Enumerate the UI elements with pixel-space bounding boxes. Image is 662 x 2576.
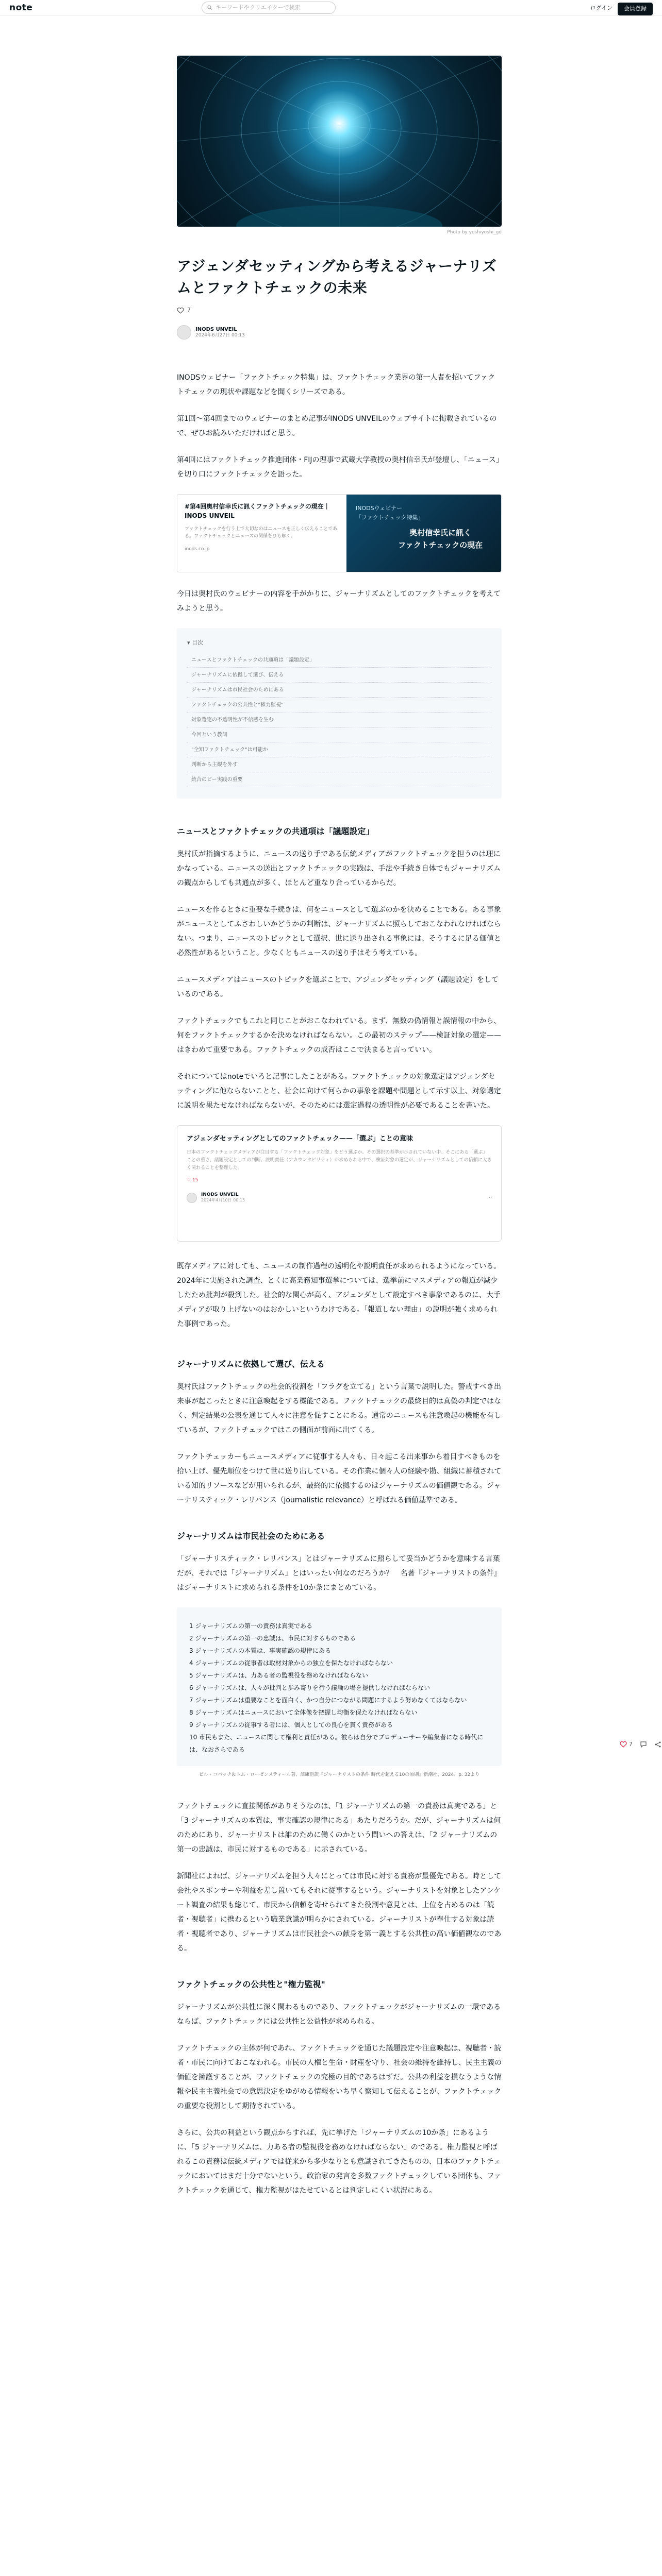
embed-thumbnail	[346, 495, 501, 572]
paragraph: ファクトチェックの主体が何であれ、ファクトチェックを通じた議題設定や注意喚起は、視聴者・読者・市民に向けておこなわれる。市民の人権と生命・財産を守り、社会の維持を維持し、民主主義の価値を擁護することが、ファクトチェックの究極の目的であるはずだ。公共の利益を損なうような情報や民主主義社会での意思決定をゆがめる情報をいち早く察知して伝えることが、ファクトチェックの重要な役割として期待されている。	[177, 2044, 502, 2111]
section-heading: ジャーナリズムに依拠して選び、伝える	[177, 1359, 325, 1369]
list-item: 3 ジャーナリズムの本質は、事実確認の規律にある	[189, 1647, 331, 1654]
list-item: 1 ジャーナリズムの第一の責務は真実である	[189, 1622, 312, 1630]
section-heading: ジャーナリズムは市民社会のためにある	[177, 1531, 325, 1541]
embed-description: ファクトチェックを行う上で大切なのはニュースを正しく伝えることである。ファクトチェックとニュースの関係をひも解く。	[185, 526, 338, 539]
side-like-count: 7	[629, 1741, 633, 1748]
embed-thumb-title: 奥村信幸氏に訊く ファクトチェックの現在	[398, 528, 483, 550]
list-item: 10 市民もまた、ニュースに関して権利と責任がある。彼らは自分でプロデューサーや編集者になる時代には、なおさらである	[189, 1733, 484, 1753]
hero-credit: Photo by yoshiyoshi_gd	[447, 230, 502, 235]
avatar	[187, 1193, 197, 1203]
note-card-description: 日本のファクトチェックメディアが注目する「ファクトチェック対象」をどう選ぶか。その選択の基準が示されていない中、そこにある「選ぶ」ことの重さ、議題設定としての判断、説明責任（アカウンタビリティ）が求められる中で、検証対象の選定が、ジャーナリズムとしての信頼に大きく関わることを整理した。	[187, 1149, 492, 1171]
like-count-value: 7	[187, 307, 191, 314]
toc-item[interactable]: 対象選定の不透明性が不信感を生む	[187, 713, 491, 727]
section-heading: ファクトチェックの公共性と"権力監視"	[177, 1979, 325, 1990]
list-item: 7 ジャーナリズムは重要なことを面白く、かつ自分につながる問題にするよう努めなくてはならない	[189, 1696, 467, 1704]
toc-item[interactable]: 判断から主観を外す	[187, 757, 491, 772]
paragraph: 今日は奥村氏のウェビナーの内容を手がかりに、ジャーナリズムとしてのファクトチェックを考えてみようと思う。	[177, 589, 501, 613]
embed-thumb-caption: INODSウェビナー 「ファクトチェック特集」	[356, 504, 424, 521]
search-placeholder: キーワードやクリエイターで検索	[216, 4, 301, 11]
list-item: 9 ジャーナリズムの従事する者には、個人としての良心を貫く責務がある	[189, 1721, 393, 1728]
note-card-author	[187, 1192, 492, 1204]
more-icon[interactable]: …	[487, 1194, 492, 1199]
article-main	[177, 56, 502, 2210]
toc-item[interactable]: 今回という教訓	[187, 727, 491, 742]
hero-tunnel-graphic	[177, 56, 502, 227]
toc-toggle[interactable]: ▾ 目次	[187, 639, 204, 646]
embed-title: #第4回奥村信幸氏に訊くファクトチェックの現在｜INODS UNVEIL	[185, 502, 330, 519]
list-item: 5 ジャーナリズムは、力ある者の監視役を務めなければならない	[189, 1671, 368, 1679]
table-of-contents	[177, 628, 502, 799]
toc-item[interactable]: ファクトチェックの公共性と"権力監視"	[187, 698, 491, 713]
author-name[interactable]: INODS UNVEIL	[195, 326, 237, 332]
paragraph: 新聞社によれば、ジャーナリズムを担う人々にとっては市民に対する責務が最優先である。時として会社やスポンサーや利益を差し置いてもそれに従事するという。ジャーナリストを対象としたアンケート調査の結果も総じて、市民から信頼を寄せられてきた役割や意見とは、上位を占めるのは「読者・視聴者」に携わるという職業意識が明らかにされている。ジャーナリストが奉仕する対象は読者・視聴者であり、ジャーナリズムは市民社会への献身を第一義とする公共性の高い価値観なのである。	[177, 1872, 502, 1953]
author-block[interactable]	[177, 325, 502, 340]
note-logo[interactable]: note	[9, 2, 33, 13]
note-card-likes: ♡ 15	[187, 1177, 198, 1183]
embed-host: inods.co.jp	[185, 546, 210, 552]
link-embed-card[interactable]	[177, 494, 502, 572]
note-card-date: 2024年4月10日 00:15	[201, 1198, 245, 1203]
paragraph: 奥村氏はファクトチェックの社会的役割を「フラグを立てる」という言葉で説明した。警戒すべき出来事が起こったときに注意喚起をする機能である。ファクトチェックの最終目的は真偽の判定ではなく、判定結果の公表を通じて人々に注意を促すことにある。通常のニュースも注意喚起の機能を有しているが、ファクトチェックではこの側面が前面に出てくる。	[177, 1382, 502, 1434]
article-body	[177, 370, 502, 2198]
heart-icon	[177, 308, 184, 314]
list-item: 8 ジャーナリズムはニュースにおいて全体像を把握し均衡を保たなければならない	[189, 1708, 418, 1716]
paragraph: ファクトチェッカーもニュースメディアに従事する人々も、日々起こる出来事から着目すべきものを拾い上げ、優先順位をつけて世に送り出している。その作業に個々人の経験や勘、組織に蓄積されている知的リソースなどが用いられるが、最終的に依拠するのはジャーナリズムの価値観である。ジャーナリスティック・レリバンス（journalistic relevance）と呼ばれる価値基準である。	[177, 1452, 502, 1504]
signup-button[interactable]: 会員登録	[618, 3, 653, 15]
list-item: 4 ジャーナリズムの従事者は取材対象からの独立を保たなければならない	[189, 1659, 393, 1667]
comment-icon[interactable]	[640, 1741, 647, 1748]
paragraph: ジャーナリズムが公共性に深く関わるものであり、ファクトチェックがジャーナリズムの一環であるならば、ファクトチェックには公共性と公益性が求められる。	[177, 2003, 501, 2026]
paragraph: ファクトチェックでもこれと同じことがおこなわれている。まず、無数の偽情報と誤情報の中から、何をファクトチェックするかを決めなければならない。この最初のステップ——検証対象の選定——はきわめて重要である。ファクトチェックの成否はここで決まると言っていい。	[177, 1016, 502, 1054]
paragraph: 奥村氏が指摘するように、ニュースの送り手である伝統メディアがファクトチェックを担うのは理にかなっている。ニュースの送出とファクトチェックの実践は、手法や手続き自体でもジャーナリズムの観点からしても共通点が多く、ほとんど重なり合っているからだ。	[177, 850, 501, 887]
list-caption: ビル・コバッチ＆トム・ローゼンスティール著、澤康臣訳『ジャーナリストの条件 時代を超える10の原則』新潮社、2024、p. 32より	[198, 1772, 480, 1777]
note-embed-card[interactable]	[177, 1125, 502, 1242]
floating-action-bar	[620, 1739, 661, 1750]
hero-image	[177, 56, 502, 227]
search-icon	[207, 5, 212, 10]
toc-item[interactable]: "全知ファクトチェック"は可能か	[187, 742, 491, 757]
note-card-author-name: INODS UNVEIL	[201, 1192, 239, 1197]
login-link[interactable]: ログイン	[590, 5, 613, 11]
note-card-title: アジェンダセッティングとしてのファクトチェック——「選ぶ」ことの意味	[187, 1134, 413, 1143]
section-heading: ニュースとファクトチェックの共通項は「議題設定」	[177, 826, 374, 836]
paragraph: それについてはnoteでいろと記事にしたことがある。ファクトチェックの対象選定はアジェンダセッティングに他ならないことと、社会に向けて何らかの事象を課題や問題として示す以上、対象選定に説明を果たせなければならないが、そのためには選定過程の透明性が必要であることを書いた。	[177, 1072, 501, 1110]
publish-date: 2024年6月27日 00:13	[195, 332, 245, 338]
paragraph: ニュースを作るときに重要な手続きは、何をニュースとして選ぶのかを決めることである。ある事象がニュースとしてふさわしいかどうかの判断は、ジャーナリズムに照らしておこなわれなければならない。つまり、ニュースのトピックとして選択、世に送り出される事象には、そうするに足る価値と必然性があるということ。少なくともニュースの送り手はそう考えている。	[177, 905, 501, 957]
toc-item[interactable]: 統合のビー実践の重要	[187, 772, 491, 787]
list-item: 6 ジャーナリズムは、人々が批判と歩み寄りを行う議論の場を提供しなければならない	[189, 1684, 430, 1691]
paragraph: 既存メディアに対しても、ニュースの制作過程の透明化や説明責任が求められるようになっている。2024年に実施された調査、とくに高業務知事選挙については、選挙前にマスメディアの報道が減少したため批判が殺到した。社会的な関心が高く、アジェンダとして設定すべき事象であるのに、大手メディアが取り上げないのはおかしいというわけである。「報道しない理由」の説明が強く求められた事例であった。	[177, 1262, 501, 1328]
article-title: アジェンダセッティングから考えるジャーナリズムとファクトチェックの未来	[177, 258, 497, 297]
toc-item[interactable]: ニュースとファクトチェックの共通項は「議題設定」	[187, 653, 491, 668]
paragraph: 「ジャーナリスティック・レリバンス」とはジャーナリズムに照らして妥当かどうかを意味する言葉だが、それでは「ジャーナリズム」とはいったい何なのだろうか？ 名著『ジャーナリストの条件』はジャーナリストに求められる条件を10か条にまとめている。	[177, 1554, 501, 1592]
paragraph: INODSウェビナー「ファクトチェック特集」は、ファクトチェック業界の第一人者を招いてファクトチェックの現状や課題などを聞くシリーズである。	[177, 373, 495, 396]
ten-principles-list	[177, 1607, 502, 1766]
paragraph: ファクトチェックに直接関係がありそうなのは、「1 ジャーナリズムの第一の責務は真実である」と「3 ジャーナリズムの本質は、事実確認の規律にある」あたりだろうか。だが、ジャーナリズムは何のためにあり、ジャーナリストは誰のために働くのかという問いへの答えは、「2 ジャーナリズムの第一の忠誠は、市民に対するものである」に示されている。	[177, 1802, 501, 1854]
toc-item[interactable]: ジャーナリズムは市民社会のためにある	[187, 683, 491, 698]
like-count[interactable]	[177, 305, 502, 316]
paragraph: 第1回〜第4回までのウェビナーのまとめ記事がINODS UNVEILのウェブサイトに掲載されているので、ぜひお読みいただければと思う。	[177, 414, 497, 437]
paragraph: 第4回にはファクトチェック推進団体・FIJの理事で武蔵大学教授の奥村信幸氏が登壇し、「ニュース」を切り口にファクトチェックを語った。	[177, 455, 500, 479]
avatar[interactable]	[177, 325, 191, 340]
list-item: 2 ジャーナリズムの第一の忠誠は、市民に対するものである	[189, 1634, 356, 1642]
heart-icon	[620, 1741, 627, 1748]
paragraph: ニュースメディアはニュースのトピックを選ぶことで、アジェンダセッティング（議題設定）をしているのである。	[177, 975, 499, 998]
toc-item[interactable]: ジャーナリズムに依拠して選び、伝える	[187, 668, 491, 683]
share-icon[interactable]	[654, 1741, 661, 1748]
site-header	[0, 0, 662, 16]
side-like-button[interactable]	[620, 1739, 633, 1750]
paragraph: さらに、公共の利益という観点からすれば、先に挙げた「ジャーナリズムの10か条」にあるように、「5 ジャーナリズムは、力ある者の監視役を務めなければならない」のである。権力監視と呼ばれるこの責務は伝統メディアでは従来から多少なりとも意識されてきたものの、日本のファクトチェックにおいてはまだ十分でないという。政治家の発言を多数ファクトチェックしている団体も、ファクトチェックを通じて、権力監視がはたせているとは判定しにくい状況にある。	[177, 2129, 502, 2195]
search-input[interactable]	[202, 2, 336, 14]
